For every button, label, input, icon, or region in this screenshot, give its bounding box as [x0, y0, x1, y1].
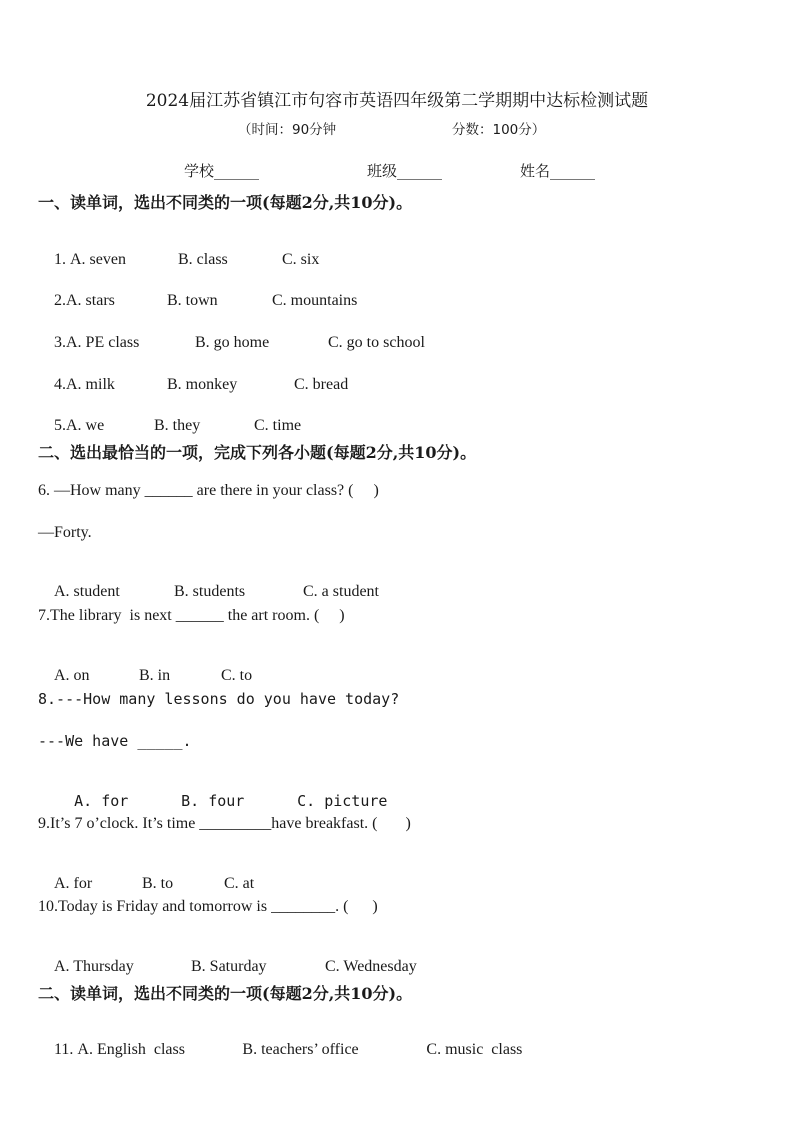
question-9-stem: 9.It’s 7 o’clock. It’s time _________have breakfast. ( ) — [38, 815, 411, 832]
option-a: A. English class — [77, 1041, 185, 1058]
question-number: 1. — [54, 251, 66, 268]
school-field: 学校______ — [184, 162, 260, 180]
exam-time: （时间：90分钟 — [238, 122, 337, 138]
option-a: A. PE class — [66, 334, 140, 351]
option-b: B. go home — [195, 334, 270, 351]
option-a: A. for — [74, 792, 129, 810]
option-c: C. Wednesday — [325, 958, 417, 975]
option-c: C. a student — [303, 583, 379, 600]
name-field: 姓名______ — [520, 162, 596, 180]
question-8-stem: 8.---How many lessons do you have today? — [38, 690, 400, 708]
option-a: A. for — [54, 875, 93, 892]
option-c: C. to — [221, 667, 253, 684]
question-number: 2. — [54, 292, 66, 309]
option-c: C. time — [254, 417, 302, 434]
question-10-stem: 10.Today is Friday and tomorrow is ________. ( ) — [38, 898, 378, 915]
option-b: B. teachers’ office — [242, 1041, 359, 1058]
option-a: A. we — [66, 417, 105, 434]
option-a: A. seven — [70, 251, 126, 268]
option-a: A. Thursday — [54, 958, 134, 975]
option-b: B. monkey — [167, 376, 238, 393]
question-8-reply: ---We have _____. — [38, 732, 192, 750]
question-6-stem: 6. —How many ______ are there in your class? ( ) — [38, 482, 379, 499]
section-heading: 二、选出最恰当的一项，完成下列各小题(每题2分,共10分)。 — [38, 443, 477, 462]
question-11 — [38, 1023, 522, 1077]
question-number: 3. — [54, 334, 66, 351]
option-b: B. class — [178, 251, 228, 268]
class-field: 班级______ — [367, 162, 443, 180]
question-number: 5. — [54, 417, 66, 434]
option-c: C. music class — [426, 1041, 523, 1058]
section-heading: 一、读单词，选出不同类的一项(每题2分,共10分)。 — [38, 193, 413, 212]
option-b: B. Saturday — [191, 958, 267, 975]
option-c: C. picture — [297, 792, 388, 810]
option-c: C. bread — [294, 376, 349, 393]
option-b: B. students — [174, 583, 246, 600]
option-b: B. they — [154, 417, 201, 434]
option-a: A. milk — [66, 376, 115, 393]
option-a: A. student — [54, 583, 120, 600]
question-7-stem: 7.The library is next ______ the art room. ( ) — [38, 607, 345, 624]
section-heading: 二、读单词，选出不同类的一项(每题2分,共10分)。 — [38, 984, 413, 1003]
exam-title: 2024届江苏省镇江市句容市英语四年级第二学期期中达标检测试题 — [145, 91, 649, 111]
option-c: C. six — [282, 251, 320, 268]
option-c: C. at — [224, 875, 255, 892]
question-number: 11. — [54, 1041, 74, 1058]
option-c: C. mountains — [272, 292, 358, 309]
option-b: B. in — [139, 667, 171, 684]
option-b: B. to — [142, 875, 174, 892]
option-b: B. town — [167, 292, 218, 309]
exam-score: 分数：100分） — [452, 122, 546, 138]
option-a: A. stars — [66, 292, 115, 309]
question-number: 4. — [54, 376, 66, 393]
option-c: C. go to school — [328, 334, 425, 351]
option-a: A. on — [54, 667, 90, 684]
option-b: B. four — [181, 792, 245, 810]
question-6-reply: —Forty. — [38, 524, 92, 541]
